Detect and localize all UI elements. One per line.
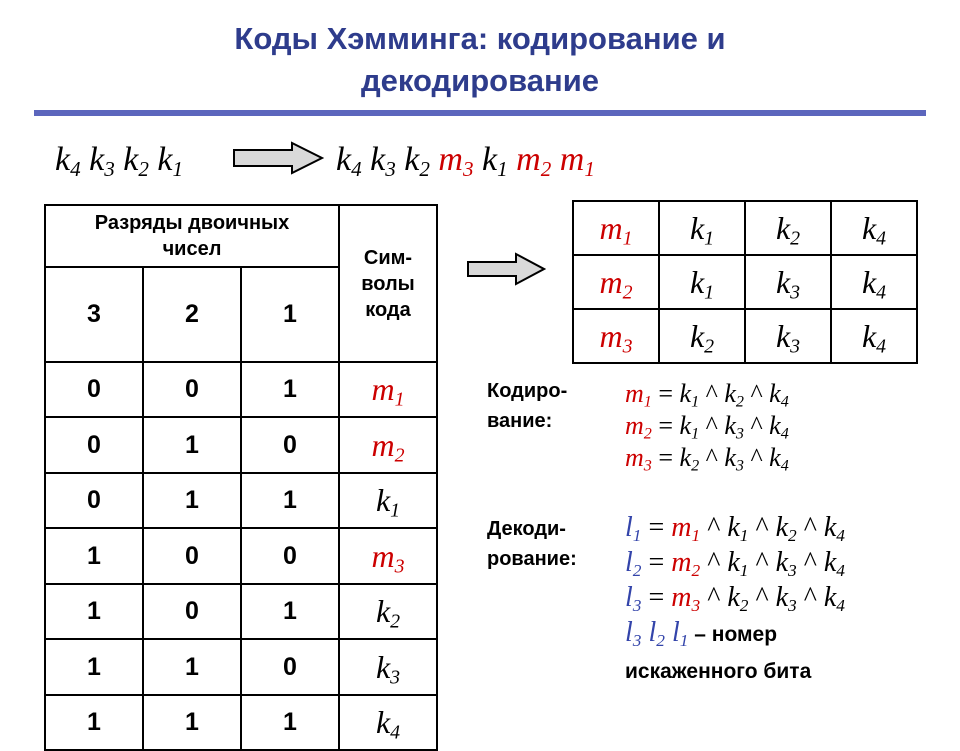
bit-cell: 0 <box>143 362 241 417</box>
formula-symbol: $l_1$ <box>625 512 642 545</box>
formula-symbol: $k_1$ <box>679 411 700 443</box>
bit-cell: 0 <box>45 362 143 417</box>
formula-operator: = <box>658 443 674 472</box>
formula-symbol: $k_1$ <box>727 547 749 580</box>
title-line-2: декодирование <box>360 63 600 98</box>
bit-cell: 0 <box>45 473 143 528</box>
code-symbol: $k_1$ <box>375 482 401 522</box>
bit-cell: 1 <box>241 584 339 639</box>
formula-symbol: $k_4$ <box>823 512 845 545</box>
bit-cell: 1 <box>45 528 143 584</box>
encoding-formulas <box>625 378 789 474</box>
syndrome-note: – номер <box>688 623 778 646</box>
header-symbols-line: Сим- <box>363 246 413 269</box>
formula-symbol: $k_4$ <box>769 379 789 411</box>
coverage-symbol: $m_1$ <box>599 209 633 250</box>
title-underline <box>34 110 926 116</box>
syndrome-symbol: $l_2$ <box>648 617 665 650</box>
coverage-cell <box>745 309 831 363</box>
formula-symbol: $k_2$ <box>724 379 744 411</box>
sequence-symbol: $k_1$ <box>482 141 508 181</box>
table-row <box>573 201 917 255</box>
formula-symbol: $m_1$ <box>625 379 652 411</box>
formula-operator: = <box>648 547 665 578</box>
code-symbol-cell <box>339 473 437 528</box>
formula-symbol: $l_2$ <box>625 547 642 580</box>
code-symbol: $m_1$ <box>371 371 405 411</box>
formula-operator: ^ <box>755 547 769 578</box>
formula-symbol: $m_3$ <box>671 582 701 615</box>
encoding-label-line: вание: <box>487 410 553 432</box>
slide-title <box>0 18 960 102</box>
right-arrow-icon <box>232 141 324 175</box>
code-symbol-cell <box>339 695 437 750</box>
coverage-cell <box>659 201 745 255</box>
coverage-symbol: $k_4$ <box>861 317 887 358</box>
code-symbol: $m_3$ <box>371 537 405 578</box>
coverage-symbol: $k_2$ <box>775 209 801 250</box>
title-line-1: Коды Хэмминга: кодирование и <box>234 21 726 56</box>
coverage-symbol: $k_3$ <box>775 263 801 304</box>
decoding-formulas <box>625 510 845 692</box>
bit-cell: 0 <box>241 639 339 695</box>
formula-symbol: $k_4$ <box>823 582 845 615</box>
sequence-symbol: $k_3$ <box>89 141 115 181</box>
column-header: 2 <box>143 267 241 362</box>
formula-operator: ^ <box>707 547 721 578</box>
formula-symbol: $m_2$ <box>625 411 652 443</box>
sequence-symbol: $k_4$ <box>336 141 362 181</box>
sequence-symbol: $k_1$ <box>157 141 184 181</box>
coverage-cell <box>831 309 917 363</box>
formula-symbol: $k_2$ <box>679 443 700 475</box>
formula-symbol: $k_3$ <box>724 411 744 443</box>
formula-operator: ^ <box>707 582 721 613</box>
bit-cell: 1 <box>241 695 339 750</box>
bit-cell: 0 <box>143 584 241 639</box>
coverage-cell <box>831 201 917 255</box>
code-symbol-cell <box>339 528 437 584</box>
formula-line <box>625 442 789 474</box>
coverage-symbol: $k_1$ <box>689 263 715 304</box>
encoding-label-line: Кодиро- <box>487 380 568 402</box>
bit-cell: 1 <box>143 639 241 695</box>
header-symbols-line: кода <box>365 298 411 321</box>
formula-symbol: $m_3$ <box>625 443 652 475</box>
formula-operator: ^ <box>705 379 718 408</box>
header-bits-line: Разряды двоичных <box>94 212 290 234</box>
syndrome-symbol: $l_3$ <box>625 617 642 650</box>
bit-cell: 0 <box>241 417 339 473</box>
coverage-cell <box>745 201 831 255</box>
syndrome-symbol: $l_1$ <box>671 617 689 650</box>
coverage-cell <box>573 255 659 309</box>
table-row <box>45 639 437 695</box>
bit-cell: 1 <box>143 473 241 528</box>
bit-cell: 1 <box>241 362 339 417</box>
encoding-label <box>487 376 567 436</box>
formula-symbol: $m_1$ <box>671 512 701 545</box>
code-symbol: $k_4$ <box>375 704 401 744</box>
formula-symbol: $k_4$ <box>769 411 789 443</box>
sequence-symbol: $m_3$ <box>438 141 474 181</box>
coverage-symbol: $k_2$ <box>689 317 715 358</box>
coverage-cell <box>831 255 917 309</box>
sequence-symbol: $k_4$ <box>55 141 81 181</box>
header-symbols-line: волы <box>361 272 415 295</box>
coverage-cell <box>659 309 745 363</box>
formula-operator: ^ <box>707 512 721 543</box>
table-row <box>573 309 917 363</box>
formula-operator: ^ <box>750 379 763 408</box>
formula-operator: = <box>658 411 674 440</box>
target-sequence <box>336 140 595 180</box>
column-header: 3 <box>45 267 143 362</box>
coverage-symbol: $k_1$ <box>689 209 715 250</box>
bit-cell: 0 <box>241 528 339 584</box>
coverage-symbol: $k_4$ <box>861 209 887 250</box>
table-row <box>45 695 437 750</box>
bit-cell: 1 <box>45 639 143 695</box>
right-arrow-icon <box>466 252 546 286</box>
header-bits <box>45 205 339 267</box>
formula-operator: ^ <box>705 411 718 440</box>
coverage-symbol: $m_3$ <box>599 317 633 358</box>
formula-symbol: $k_1$ <box>679 379 700 411</box>
coverage-symbol: $k_3$ <box>775 317 801 358</box>
table-row <box>45 417 437 473</box>
table-row <box>45 473 437 528</box>
code-symbol-cell <box>339 417 437 473</box>
bit-cell: 1 <box>143 695 241 750</box>
formula-symbol: $m_2$ <box>671 547 701 580</box>
decoding-label <box>487 514 577 574</box>
coverage-cell <box>745 255 831 309</box>
formula-operator: ^ <box>803 512 817 543</box>
formula-line <box>625 410 789 442</box>
formula-operator: ^ <box>755 512 769 543</box>
formula-symbol: $k_3$ <box>775 547 797 580</box>
formula-symbol: $k_4$ <box>769 443 789 475</box>
header-symbols <box>339 205 437 362</box>
syndrome-note-2: искаженного бита <box>625 660 812 683</box>
formula-operator: ^ <box>755 582 769 613</box>
formula-line <box>625 580 845 615</box>
decoding-label-line: Декоди- <box>487 518 566 540</box>
coverage-cell <box>659 255 745 309</box>
code-symbol-cell <box>339 362 437 417</box>
bit-cell: 1 <box>45 584 143 639</box>
table-row <box>45 528 437 584</box>
table-row <box>573 255 917 309</box>
formula-symbol: $k_2$ <box>727 582 749 615</box>
code-symbol: $k_3$ <box>375 648 401 689</box>
formula-operator: ^ <box>750 443 763 472</box>
source-sequence <box>55 140 183 180</box>
parity-coverage-table <box>572 200 918 364</box>
bit-cell: 1 <box>45 695 143 750</box>
formula-operator: = <box>658 379 674 408</box>
formula-symbol: $l_3$ <box>625 582 642 615</box>
coverage-symbol: $m_2$ <box>599 263 633 304</box>
sequence-symbol: $k_3$ <box>370 141 396 181</box>
decoding-label-line: рование: <box>487 548 577 570</box>
bit-cell: 1 <box>241 473 339 528</box>
syndrome-line <box>625 615 845 652</box>
coverage-symbol: $k_4$ <box>861 263 887 304</box>
code-symbol: $k_2$ <box>375 593 401 633</box>
code-symbol-cell <box>339 639 437 695</box>
code-symbol: $m_2$ <box>371 426 405 467</box>
formula-operator: ^ <box>750 411 763 440</box>
formula-symbol: $k_1$ <box>727 512 749 545</box>
header-bits-line: чисел <box>162 238 222 260</box>
sequence-symbol: $k_2$ <box>123 141 149 181</box>
formula-symbol: $k_3$ <box>775 582 797 615</box>
sequence-symbol: $m_1$ <box>559 141 595 181</box>
table-row <box>45 584 437 639</box>
formula-line <box>625 378 789 410</box>
formula-line <box>625 510 845 545</box>
code-symbol-cell <box>339 584 437 639</box>
formula-symbol: $k_3$ <box>724 443 744 475</box>
coverage-cell <box>573 309 659 363</box>
coverage-cell <box>573 201 659 255</box>
bit-cell: 1 <box>143 417 241 473</box>
sequence-symbol: $k_2$ <box>404 141 430 181</box>
formula-operator: ^ <box>803 582 817 613</box>
formula-operator: ^ <box>705 443 718 472</box>
formula-operator: ^ <box>803 547 817 578</box>
formula-line <box>625 545 845 580</box>
bit-cell: 0 <box>45 417 143 473</box>
formula-operator: = <box>648 582 665 613</box>
formula-symbol: $k_2$ <box>775 512 797 545</box>
formula-operator: = <box>648 512 665 543</box>
formula-symbol: $k_4$ <box>823 547 845 580</box>
bit-position-table <box>44 204 438 751</box>
column-header: 1 <box>241 267 339 362</box>
table-row <box>45 362 437 417</box>
sequence-symbol: $m_2$ <box>516 141 552 181</box>
bit-cell: 0 <box>143 528 241 584</box>
